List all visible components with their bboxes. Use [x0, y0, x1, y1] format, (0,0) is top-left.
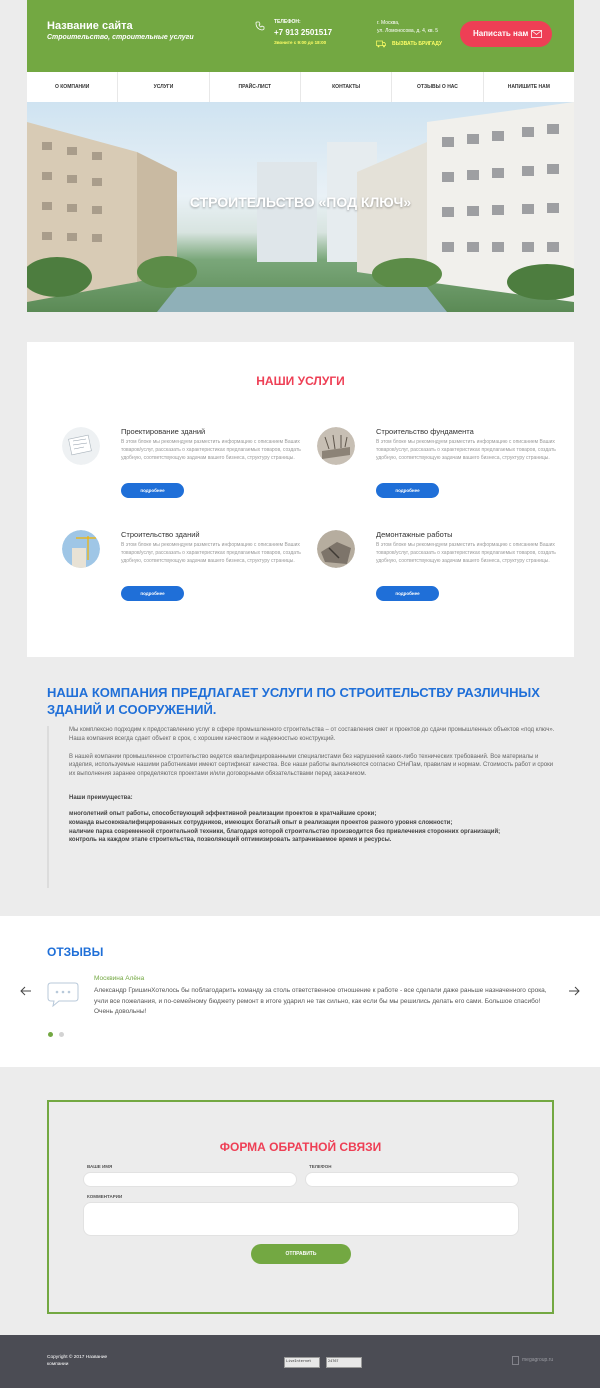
- nav-item-contacts[interactable]: КОНТАКТЫ: [301, 72, 392, 102]
- footer: [0, 1335, 600, 1388]
- nav-item-services[interactable]: УСЛУГИ: [118, 72, 209, 102]
- review-author: Москвина Алёна: [94, 975, 145, 982]
- site-subtitle: Строительство, строительные услуги: [47, 34, 194, 41]
- blueprint-icon: [62, 427, 100, 465]
- more-button[interactable]: подробнее: [376, 586, 439, 601]
- hero-banner: [27, 102, 574, 312]
- name-input[interactable]: [83, 1172, 297, 1187]
- main-nav: [27, 70, 574, 102]
- write-us-label: Написать нам: [473, 29, 529, 38]
- address-line1: г. Москва,: [377, 20, 400, 26]
- arrow-right-icon[interactable]: [568, 986, 580, 996]
- advantage-item: наличие парка современной строительной техники, благодаря которой строительство производится без привлечения сторонних организаций;: [69, 828, 501, 835]
- hero-title: СТРОИТЕЛЬСТВО «ПОД КЛЮЧ»: [189, 194, 412, 210]
- service-card-building: [62, 530, 301, 610]
- service-desc: В этом блоке мы рекомендуем разместить информацию с описанием Ваших товаров/услуг, рассказать о характеристиках предлагаемых товаров, создать удобную, соответствующую задачам вашего бизнеса, структуру страницы.: [376, 439, 556, 462]
- advantage-item: контроль на каждом этапе строительства, позволяющий оптимизировать затрачиваемое время и ресурсы.: [69, 837, 392, 844]
- site-title[interactable]: Название сайта: [47, 20, 133, 32]
- nav-item-about[interactable]: О КОМПАНИИ: [27, 72, 118, 102]
- review-text: Александр ГришинХотелось бы поблагодарить команду за столь ответственное отношение к работе - все сделали даже раньше назначенного срока, учли все пожелания, и по-семейному бюджету ремонт в итоге ударил не так сильно, как если бы мы решились делать его сами. Большое спасибо! Очень довольны!: [94, 987, 547, 1015]
- advantage-item: команда высококвалифицированных сотрудников, имеющих богатый опыт в реализации проектов разного уровня сложности;: [69, 819, 453, 826]
- phone-hours: Звоните с 9:00 до 18:00: [274, 40, 327, 45]
- copyright: Copyright © 2017 Название компании: [47, 1355, 108, 1367]
- comment-textarea[interactable]: [83, 1202, 519, 1236]
- foundation-icon: [317, 427, 355, 465]
- crane-icon: [62, 530, 100, 568]
- truck-icon: [376, 40, 386, 48]
- nav-item-pricelist[interactable]: ПРАЙС-ЛИСТ: [210, 72, 301, 102]
- phone-icon: [255, 21, 265, 31]
- service-card-foundation: [317, 427, 556, 507]
- advantages-title: Наши преимущества:: [69, 794, 133, 801]
- feedback-form: [47, 1100, 554, 1314]
- more-button[interactable]: подробнее: [376, 483, 439, 498]
- services-title: НАШИ УСЛУГИ: [256, 374, 345, 388]
- advantage-item: многолетний опыт работы, способствующий эффективной реализации проектов в кратчайшие сроки;: [69, 810, 377, 817]
- phone-label: ТЕЛЕФОН:: [274, 19, 301, 25]
- submit-button[interactable]: ОТПРАВИТЬ: [251, 1244, 351, 1264]
- phone-input[interactable]: [305, 1172, 519, 1187]
- developer-link[interactable]: megagroup.ru: [522, 1357, 554, 1363]
- write-us-button[interactable]: [460, 21, 552, 47]
- arrow-left-icon[interactable]: [20, 986, 32, 996]
- nav-item-reviews[interactable]: ОТЗЫВЫ О НАС: [392, 72, 483, 102]
- counter-badge[interactable]: 24767: [326, 1357, 362, 1368]
- more-button[interactable]: подробнее: [121, 586, 184, 601]
- more-button[interactable]: подробнее: [121, 483, 184, 498]
- reviews-section: [0, 916, 600, 1067]
- carousel-dot-active[interactable]: [48, 1032, 53, 1037]
- phone-number[interactable]: +7 913 2501517: [274, 28, 333, 37]
- services-section: [27, 342, 574, 657]
- service-desc: В этом блоке мы рекомендуем разместить информацию с описанием Ваших товаров/услуг, рассказать о характеристиках предлагаемых товаров, создать удобную, соответствующую задачам вашего бизнеса, структуру страницы.: [121, 439, 301, 462]
- mail-icon: [531, 30, 542, 38]
- advantages-list: [69, 810, 557, 845]
- address-line2: ул. Ломоносова, д. 4, кв. 5: [377, 28, 439, 34]
- about-body: [47, 726, 557, 888]
- about-title: НАША КОМПАНИЯ ПРЕДЛАГАЕТ УСЛУГИ ПО СТРОИТЕЛЬСТВУ РАЗЛИЧНЫХ ЗДАНИЙ И СООРУЖЕНИЙ.: [47, 685, 540, 717]
- service-card-demolition: [317, 530, 556, 610]
- phone-field-label: ТЕЛЕФОН: [309, 1164, 332, 1169]
- name-label: ВАШЕ ИМЯ: [87, 1164, 113, 1169]
- counter-badge[interactable]: LiveInternet: [284, 1357, 320, 1368]
- demolition-icon: [317, 530, 355, 568]
- developer-logo-icon: [512, 1356, 519, 1365]
- site-header: [27, 0, 574, 70]
- about-paragraph-2: В нашей компании промышленное строительство ведется квалифицированными специалистами без нарушений каких-либо технических требований. Все материалы и изделия, используемые нашими работниками имеют сертификат качества. Все наши работы выполняются согласно СНиПам, правилам и нормам. Стоимость работ и сроки их выполнения заранее определяются проектами и/или договорными обязательствами перед заказчиком.: [69, 753, 554, 778]
- about-paragraph-1: Мы комплексно подходим к предоставлению услуг в сфере промышленного строительства – от составления смет и проектов до сдачи промышленных объектов «под ключ». Наша компания всегда сдает объект в срок, с хорошим качеством и надежностью конструкций.: [69, 727, 555, 742]
- service-name: Строительство зданий: [121, 530, 200, 539]
- reviews-title: ОТЗЫВЫ: [47, 945, 104, 959]
- call-brigade-link[interactable]: ВЫЗВАТЬ БРИГАДУ: [392, 41, 442, 47]
- comment-label: КОММЕНТАРИИ: [87, 1194, 123, 1199]
- service-card-design: [62, 427, 301, 507]
- service-desc: В этом блоке мы рекомендуем разместить информацию с описанием Ваших товаров/услуг, рассказать о характеристиках предлагаемых товаров, создать удобную, соответствующую задачам вашего бизнеса, структуру страницы.: [376, 542, 556, 565]
- chat-bubble-icon: [47, 981, 79, 1007]
- carousel-dot[interactable]: [59, 1032, 64, 1037]
- feedback-title: ФОРМА ОБРАТНОЙ СВЯЗИ: [219, 1140, 382, 1154]
- service-desc: В этом блоке мы рекомендуем разместить информацию с описанием Ваших товаров/услуг, рассказать о характеристиках предлагаемых товаров, создать удобную, соответствующую задачам вашего бизнеса, структуру страницы.: [121, 542, 301, 565]
- nav-item-write[interactable]: НАПИШИТЕ НАМ: [507, 84, 550, 90]
- service-name: Демонтажные работы: [376, 530, 453, 539]
- service-name: Строительство фундамента: [376, 427, 474, 436]
- service-name: Проектирование зданий: [121, 427, 206, 436]
